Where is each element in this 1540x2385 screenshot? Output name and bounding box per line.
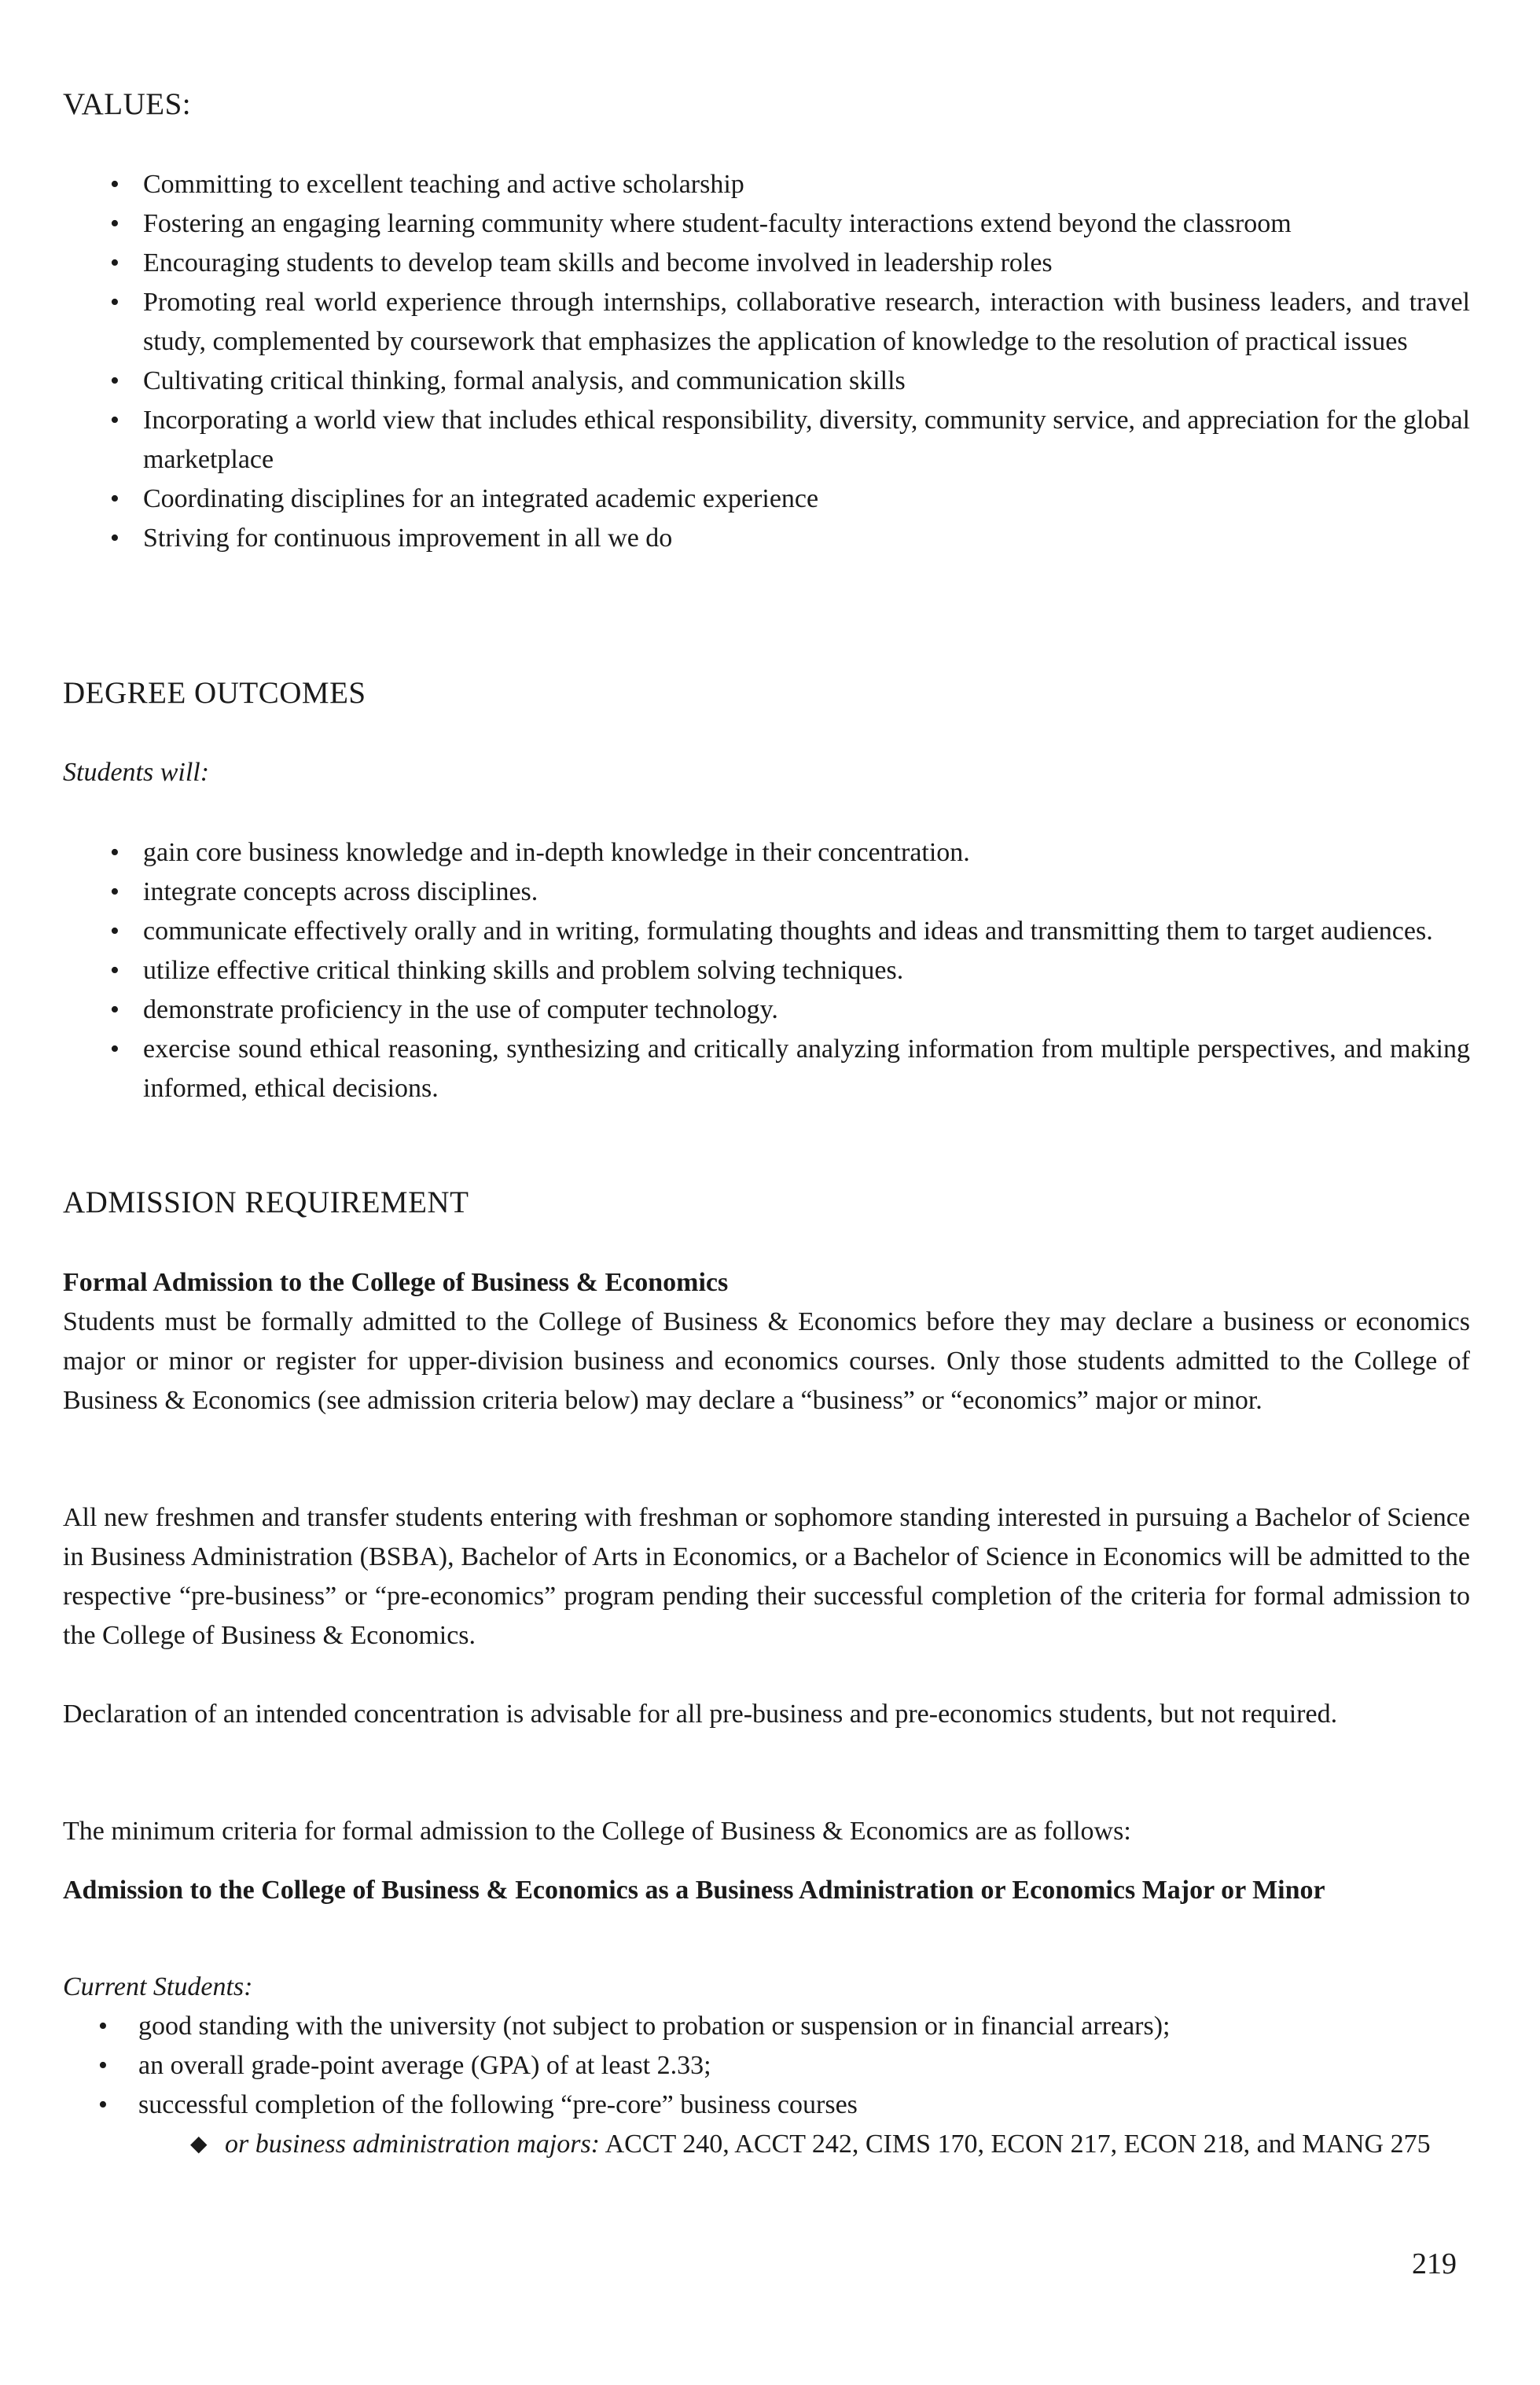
admission-paragraph-3: Declaration of an intended concentration is advisable for all pre-business and pre-economics students, but not required. [63, 1700, 1338, 1729]
formal-admission-title: Formal Admission to the College of Business & Economics [63, 1268, 729, 1297]
list-item: • Striving for continuous improvement in all we do [63, 519, 1470, 558]
list-item: • Promoting real world experience through internships, collaborative research, interaction with business leaders, and travel study, complemented by coursework that emphasizes the application of knowledge to the resolution of practical issues [63, 283, 1470, 362]
list-item: • Fostering an engaging learning community where student-faculty interactions extend beyond the classroom [63, 204, 1470, 244]
majors-label: or business administration majors: [225, 2130, 600, 2159]
list-item: • communicate effectively orally and in writing, formulating thoughts and ideas and transmitting them to target audiences. [63, 912, 1470, 951]
outcomes-list [63, 833, 1470, 1108]
list-item: • good standing with the university (not subject to probation or suspension or in financial arrears); [63, 2007, 1470, 2046]
list-item: • exercise sound ethical reasoning, synthesizing and critically analyzing information from multiple perspectives, and making informed, ethical decisions. [63, 1030, 1470, 1108]
admission-paragraph-1: Students must be formally admitted to the College of Business & Economics before they may declare a business or economics major or minor or register for upper-division business and economics courses. Only those students admitted to the College of Business & Economics (see admission criteria below) may declare a “business” or “economics” major or minor. [63, 1307, 1470, 1415]
outcomes-intro: Students will: [63, 758, 210, 787]
values-heading: VALUES: [63, 87, 192, 121]
major-admission-title: Admission to the College of Business & Economics as a Business Administration or Economics Major or Minor [63, 1876, 1325, 1905]
course-list: ACCT 240, ACCT 242, CIMS 170, ECON 217, ECON 218, and MANG 275 [600, 2130, 1431, 2159]
list-item: • utilize effective critical thinking skills and problem solving techniques. [63, 951, 1470, 990]
diamond-bullet-icon: ◆ [190, 2132, 208, 2156]
list-item: • successful completion of the following “pre-core” business courses [63, 2085, 1470, 2125]
list-item: • an overall grade-point average (GPA) of at least 2.33; [63, 2046, 1470, 2085]
list-item: • demonstrate proficiency in the use of computer technology. [63, 990, 1470, 1030]
list-item: • Coordinating disciplines for an integrated academic experience [63, 480, 1470, 519]
page-number: 219 [1412, 2247, 1457, 2280]
admission-heading: ADMISSION REQUIREMENT [63, 1185, 469, 1219]
admission-paragraph-2: All new freshmen and transfer students entering with freshman or sophomore standing interested in pursuing a Bachelor of Science in Business Administration (BSBA), Bachelor of Arts in Economics, or a Bachelor of Science in Economics will be admitted to the respective “pre-business” or “pre-economics” program pending their successful completion of the criteria for formal admission to the College of Business & Economics. [63, 1503, 1470, 1650]
outcomes-heading: DEGREE OUTCOMES [63, 676, 366, 710]
list-item: • Encouraging students to develop team skills and become involved in leadership roles [63, 244, 1470, 283]
values-list [63, 165, 1470, 558]
current-students-label: Current Students: [63, 1972, 253, 2001]
list-item: • integrate concepts across disciplines. [63, 873, 1470, 912]
list-item: • Incorporating a world view that includes ethical responsibility, diversity, community service, and appreciation for the global marketplace [63, 401, 1470, 480]
list-item: • Committing to excellent teaching and active scholarship [63, 165, 1470, 204]
list-item: • Cultivating critical thinking, formal analysis, and communication skills [63, 362, 1470, 401]
pre-core-courses-item [63, 2125, 1540, 2164]
admission-paragraph-4: The minimum criteria for formal admission to the College of Business & Economics are as follows: [63, 1817, 1131, 1846]
list-item: • gain core business knowledge and in-depth knowledge in their concentration. [63, 833, 1470, 873]
requirements-list [63, 2007, 1470, 2125]
